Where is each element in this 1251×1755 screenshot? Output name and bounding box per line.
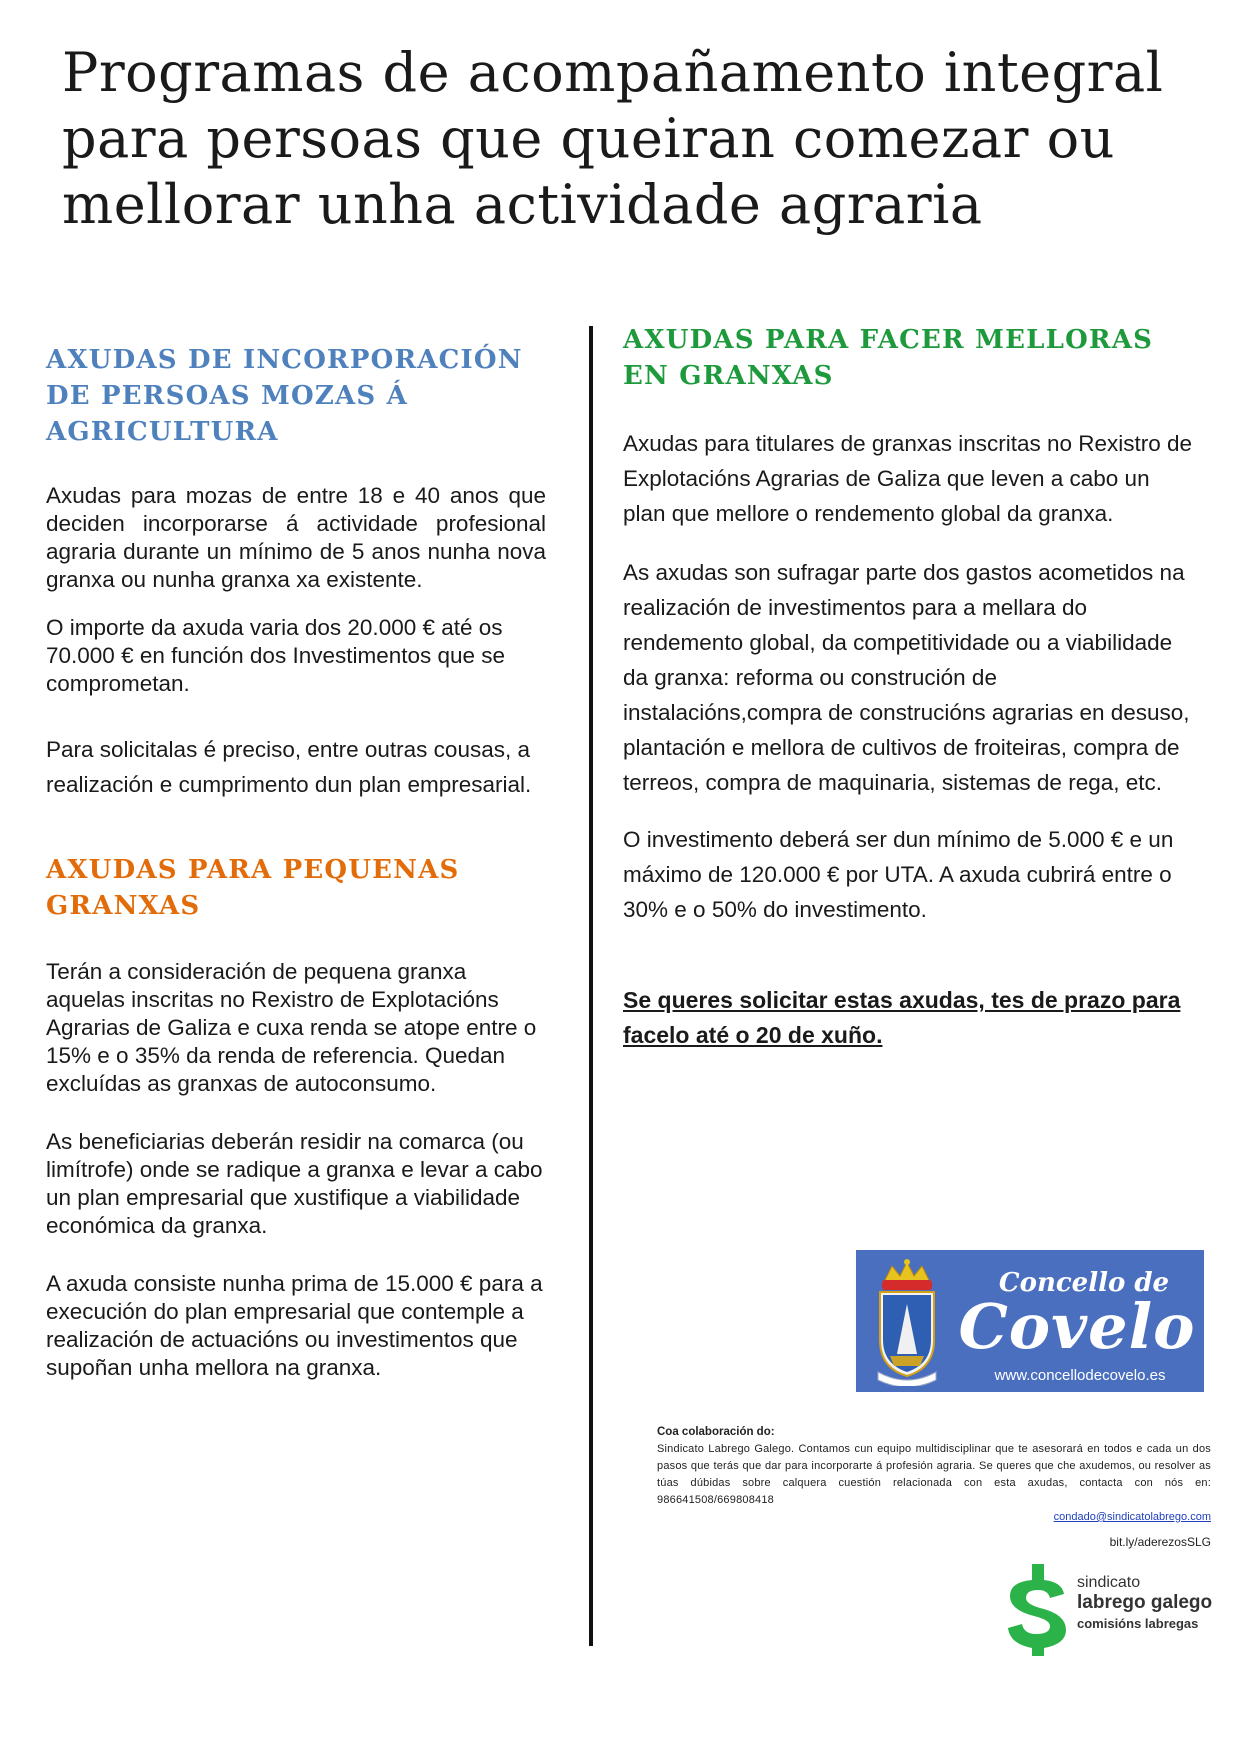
incorporacion-paragraph-2: O importe da axuda varia dos 20.000 € até os 70.000 € en función dos Investimentos que se comprometan. <box>46 615 506 696</box>
incorporacion-paragraph-3: Para solicitalas é preciso, entre outras cousas, a realización e cumprimento dun plan empresarial. <box>46 737 532 797</box>
sindicato-labrego-galego-logo <box>1004 1560 1234 1656</box>
melloras-paragraph-1: Axudas para titulares de granxas inscritas no Rexistro de Explotacións Agrarias de Galiza que leven a cabo un plan que mellore o rendemento global da granxa. <box>623 431 1193 526</box>
slg-logo-line3: comisións labregas <box>1077 1616 1199 1631</box>
column-divider <box>589 326 593 1646</box>
pequenas-paragraph-3: A axuda consiste nunha prima de 15.000 € para a execución do plan empresarial que contemple a realización de actuacións ou investimentos que supoñan unha mellora na granxa. <box>46 1271 543 1380</box>
melloras-paragraph-3: O investimento deberá ser dun mínimo de 5.000 € e un máximo de 120.000 € por UTA. A axuda cubrirá entre o 30% e o 50% do investimento. <box>623 827 1174 922</box>
heading-melloras: AXUDAS PARA FACER MELLORAS EN GRANXAS <box>623 325 1154 391</box>
slg-logo-line1: sindicato <box>1077 1574 1141 1591</box>
heading-incorporacion: AXUDAS DE INCORPORACIÓN DE PERSOAS MOZAS Á AGRICULTURA <box>46 345 523 447</box>
collaboration-note <box>657 1424 1211 1551</box>
right-column <box>623 322 1198 1053</box>
pequenas-paragraph-1: Terán a consideración de pequena granxa aquelas inscritas no Rexistro de Explotacións Agrarias de Galiza e cuxa renda se atope entre o 15% e o 35% da renda de referencia. Quedan excluídas as granxas de autoconsumo. <box>46 959 537 1096</box>
slg-logo-line2: labrego galego <box>1077 1592 1213 1613</box>
left-column <box>46 330 546 1382</box>
deadline-notice: Se queres solicitar estas axudas, tes de prazo para facelo até o 20 de xuño. <box>623 987 1181 1048</box>
heading-pequenas-granxas: AXUDAS PARA PEQUENAS GRANXAS <box>46 855 460 921</box>
short-link: bit.ly/aderezosSLG <box>1109 1535 1211 1549</box>
slg-mark-icon <box>1004 1560 1070 1656</box>
pequenas-paragraph-2: As beneficiarias deberán residir na comarca (ou limítrofe) onde se radique a granxa e levar a cabo un plan empresarial que xustifique a viabilidade económica da granxa. <box>46 1129 543 1238</box>
covelo-logo-line1: Concello de <box>998 1268 1170 1298</box>
collaboration-text: Sindicato Labrego Galego. Contamos cun equipo multidisciplinar que te asesorará en todos e cada un dos pasos que terás que dar para incorporarte á profesión agraria. Se queres que che axudemos, ou resolver as túas dúbidas sobre calquera cuestión relacionada con esta axudas, contacta con nós en: 986641508/669808418 <box>657 1443 1211 1506</box>
coat-of-arms-icon <box>870 1256 944 1386</box>
covelo-logo-line2: Covelo <box>958 1290 1196 1363</box>
incorporacion-paragraph-1: Axudas para mozas de entre 18 e 40 anos que deciden incorporarse á actividade profesional agraria durante un mínimo de 5 anos nunha nova granxa ou nunha granxa xa existente. <box>46 483 546 592</box>
page-title: Programas de acompañamento integral para persoas que queiran comezar ou mellorar unha actividade agraria <box>62 41 1164 236</box>
covelo-website[interactable]: www.concellodecovelo.es <box>994 1367 1166 1384</box>
melloras-paragraph-2: As axudas son sufragar parte dos gastos acometidos na realización de investimentos para a mellara do rendemento global, da competitividade ou a viabilidade da granxa: reforma ou construción de instalacións,compra de construcións agrarias en desuso, plantación e mellora de cultivos de froiteiras, compra de terreos, compra de maquinaria, sistemas de rega, etc. <box>623 560 1190 795</box>
collaboration-title: Coa colaboración do: <box>657 1426 775 1438</box>
concello-covelo-logo <box>856 1250 1204 1392</box>
contact-email-link[interactable]: condado@sindicatolabrego.com <box>1053 1511 1211 1523</box>
